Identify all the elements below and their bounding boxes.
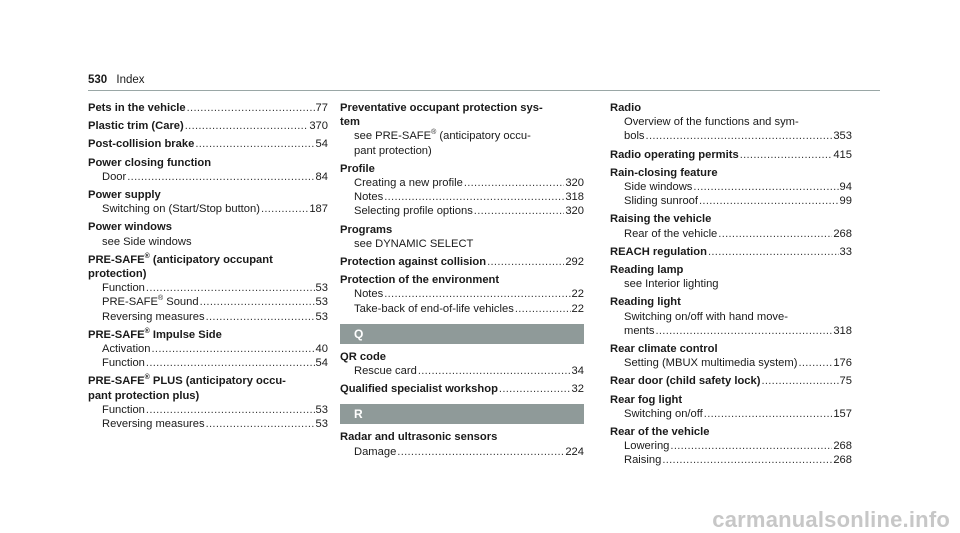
sub-entry — [88, 310, 328, 324]
sub-entry-label-row[interactable] — [624, 439, 852, 453]
page-ref[interactable]: 32 — [571, 383, 584, 396]
leader-dots — [646, 129, 833, 143]
leader-dots — [718, 227, 832, 241]
leader-dots — [152, 342, 315, 356]
sub-entry-label: Take-back of end-of-life vehicles — [354, 302, 514, 315]
sub-entry — [88, 342, 328, 356]
sub-entry-label-row[interactable] — [624, 356, 852, 370]
sub-entry — [610, 310, 852, 338]
sub-entry-label: Rear of the vehicle — [624, 227, 718, 240]
sub-entry-label-row[interactable] — [102, 342, 328, 356]
leader-dots — [418, 364, 571, 378]
watermark: carmanualsonline.info — [712, 507, 950, 532]
sub-entry-label: Switching on/off — [624, 407, 703, 420]
entry-title: REACH regulation — [610, 245, 707, 258]
page-ref[interactable]: 157 — [833, 407, 852, 420]
sub-entry-label: Setting (MBUX multimedia system) — [624, 357, 798, 370]
sub-entry-label-row[interactable] — [354, 287, 584, 301]
section-letter-q: Q — [340, 324, 584, 344]
page-header — [88, 74, 145, 86]
leader-dots — [740, 148, 833, 162]
page-ref[interactable]: 22 — [571, 288, 584, 301]
page-ref[interactable]: 415 — [833, 148, 852, 161]
sub-entry-text: see DYNAMIC SELECT — [354, 237, 474, 250]
sub-entry-label: Door — [102, 170, 127, 183]
entry-title: Protection against collision — [340, 256, 487, 269]
entry-heading: pant protection plus) — [88, 389, 200, 402]
section-letter-r: R — [340, 404, 584, 424]
sub-entry-label-row[interactable] — [102, 170, 328, 184]
sub-entry-label: Side windows — [624, 181, 693, 194]
page-section-title: Index — [116, 74, 145, 86]
sub-entry-label-row[interactable] — [102, 202, 328, 216]
page-ref[interactable]: 54 — [315, 138, 328, 151]
entry-title: Pets in the vehicle — [88, 102, 186, 114]
leader-dots — [195, 137, 314, 151]
leader-dots — [200, 295, 315, 309]
leader-dots — [704, 407, 833, 421]
sub-entry — [610, 115, 852, 143]
sub-entry — [340, 364, 584, 378]
index-entry — [340, 101, 584, 158]
leader-dots — [146, 356, 315, 370]
sub-entry-text: see Interior lighting — [624, 278, 719, 291]
index-entry — [340, 382, 584, 396]
sub-entry-label-row[interactable] — [102, 310, 328, 324]
sub-entry — [610, 439, 852, 453]
index-entry — [340, 162, 584, 219]
sub-entry — [610, 356, 852, 370]
entry-heading: Programs — [340, 223, 393, 236]
entry-title-row[interactable] — [88, 119, 328, 133]
leader-dots — [655, 324, 832, 338]
entry-heading: PRE-SAFE® Impulse Side — [88, 327, 222, 341]
index-entry — [340, 255, 584, 269]
sub-entry-label-row[interactable] — [624, 227, 852, 241]
sub-entry-label-row[interactable] — [354, 364, 584, 378]
sub-entry — [340, 129, 584, 157]
page-ref[interactable]: 292 — [565, 256, 584, 269]
sub-entry — [88, 281, 328, 295]
sub-entry-label: Activation — [102, 343, 151, 356]
index-entry — [340, 273, 584, 316]
page-ref[interactable]: 75 — [839, 375, 852, 388]
sub-entry-label: PRE-SAFE® Sound — [102, 295, 199, 309]
entry-heading: tem — [340, 116, 360, 129]
entry-title: Radio operating permits — [610, 148, 739, 161]
leader-dots — [127, 170, 314, 184]
page-ref[interactable]: 94 — [839, 181, 852, 194]
entry-heading: Preventative occupant protection sys- — [340, 102, 543, 114]
sub-entry — [340, 445, 584, 459]
sub-entry-label-row[interactable] — [354, 176, 584, 190]
entry-title-row[interactable] — [88, 101, 328, 115]
entry-heading: Rear climate control — [610, 343, 718, 356]
index-entry — [610, 263, 852, 291]
page-ref[interactable]: 40 — [315, 343, 328, 356]
leader-dots — [670, 439, 832, 453]
entry-title-row[interactable] — [610, 374, 852, 388]
sub-entry-label: bols — [624, 130, 645, 143]
sub-entry-label-row[interactable] — [354, 445, 584, 459]
index-entry — [610, 374, 852, 388]
index-entry — [88, 119, 328, 133]
sub-entry-label: Selecting profile options — [354, 205, 473, 218]
index-column-2 — [340, 101, 584, 463]
leader-dots — [206, 310, 315, 324]
index-entry — [610, 425, 852, 468]
sub-entry-label-row[interactable] — [102, 295, 328, 309]
sub-entry-label: Damage — [354, 445, 397, 458]
sub-entry — [88, 235, 328, 249]
entry-heading: Radio — [610, 102, 642, 114]
sub-entry — [88, 295, 328, 309]
index-entry — [88, 328, 328, 371]
leader-dots — [384, 287, 570, 301]
index-entry — [610, 148, 852, 162]
page-ref[interactable]: 268 — [833, 440, 852, 453]
sub-entry — [88, 170, 328, 184]
page-ref[interactable]: 84 — [315, 170, 328, 183]
page-ref[interactable]: 224 — [565, 445, 584, 458]
sub-entry-text: see PRE-SAFE® (anticipatory occu- — [354, 129, 531, 143]
leader-dots — [708, 245, 839, 259]
entry-heading: Reading lamp — [610, 264, 684, 277]
page-ref[interactable]: 53 — [315, 310, 328, 323]
sub-entry-label: Reversing measures — [102, 418, 205, 431]
entry-title-row[interactable] — [88, 137, 328, 151]
page-number: 530 — [88, 74, 108, 86]
sub-entry-text: see Side windows — [102, 235, 192, 248]
sub-entry-label: Function — [102, 357, 145, 370]
entry-heading: Rear of the vehicle — [610, 426, 710, 439]
sub-entry — [88, 202, 328, 216]
sub-entry-label-row[interactable] — [624, 324, 852, 338]
sub-entry-label: Creating a new profile — [354, 177, 463, 190]
entry-heading: Rain-closing feature — [610, 166, 718, 179]
sub-entry — [610, 453, 852, 467]
entry-heading: Power closing function — [88, 156, 212, 169]
leader-dots — [515, 302, 571, 316]
leader-dots — [662, 453, 832, 467]
sub-entry-label: Function — [102, 403, 145, 416]
page-ref[interactable]: 268 — [833, 454, 852, 467]
entry-title-row[interactable] — [610, 245, 852, 259]
index-entry — [88, 253, 328, 324]
entry-heading: Power supply — [88, 189, 161, 202]
sub-entry — [340, 287, 584, 301]
sub-entry-label: Reversing measures — [102, 310, 205, 323]
entry-heading: Radar and ultrasonic sensors — [340, 431, 498, 444]
entry-heading: Raising the vehicle — [610, 213, 712, 226]
page-ref[interactable]: 53 — [315, 296, 328, 309]
sub-entry-text: pant protection) — [354, 144, 432, 157]
sub-entry-label: Lowering — [624, 440, 670, 453]
entry-title-row[interactable] — [340, 382, 584, 396]
leader-dots — [185, 119, 309, 133]
sub-entry — [340, 237, 584, 251]
sub-entry — [88, 356, 328, 370]
page-ref[interactable]: 53 — [315, 418, 328, 431]
page-ref[interactable]: 187 — [309, 203, 328, 216]
page-ref[interactable]: 34 — [571, 365, 584, 378]
header-divider — [88, 90, 880, 91]
index-entry — [340, 350, 584, 378]
sub-entry-label-row[interactable] — [624, 180, 852, 194]
sub-entry — [340, 302, 584, 316]
entry-heading: Power windows — [88, 221, 172, 234]
index-entry — [610, 212, 852, 240]
leader-dots — [474, 204, 565, 218]
entry-heading: protection) — [88, 268, 147, 281]
index-entry — [88, 220, 328, 248]
sub-entry — [610, 227, 852, 241]
page-ref[interactable]: 353 — [833, 130, 852, 143]
sub-entry — [610, 194, 852, 208]
entry-heading: PRE-SAFE® PLUS (anticipatory occu- — [88, 374, 286, 388]
index-entry — [610, 295, 852, 338]
sub-entry — [610, 407, 852, 421]
sub-entry — [340, 176, 584, 190]
page-ref[interactable]: 53 — [315, 403, 328, 416]
sub-entry-label: Rescue card — [354, 365, 417, 378]
page-ref[interactable]: 318 — [565, 191, 584, 204]
index-entry — [88, 156, 328, 184]
index-entry — [610, 245, 852, 259]
sub-entry-label-row[interactable] — [102, 403, 328, 417]
sub-entry-label-row[interactable] — [354, 204, 584, 218]
leader-dots — [384, 190, 564, 204]
entry-heading: QR code — [340, 350, 387, 363]
page-ref[interactable]: 320 — [565, 205, 584, 218]
leader-dots — [761, 374, 838, 388]
sub-entry-label-row[interactable] — [354, 190, 584, 204]
page-ref[interactable]: 176 — [833, 357, 852, 370]
entry-title: Qualified specialist workshop — [340, 383, 498, 396]
sub-entry-label: Sliding sunroof — [624, 195, 699, 208]
index-entry — [610, 101, 852, 144]
entry-heading: PRE-SAFE® (anticipatory occupant — [88, 252, 273, 266]
index-entry — [610, 166, 852, 209]
entry-title: Rear door (child safety lock) — [610, 375, 761, 388]
sub-entry-label-row[interactable] — [624, 453, 852, 467]
leader-dots — [693, 180, 838, 194]
page-ref[interactable]: 318 — [833, 324, 852, 337]
page-ref[interactable]: 22 — [571, 302, 584, 315]
sub-entry-label-row[interactable] — [102, 281, 328, 295]
page-ref[interactable]: 268 — [833, 227, 852, 240]
sub-entry-label: Switching on (Start/Stop button) — [102, 203, 260, 216]
index-entry — [610, 393, 852, 421]
sub-entry-text: Switching on/off with hand move- — [624, 310, 788, 323]
sub-entry — [610, 180, 852, 194]
index-column-1 — [88, 101, 328, 435]
leader-dots — [699, 194, 839, 208]
leader-dots — [146, 281, 315, 295]
index-entry — [88, 188, 328, 216]
page-ref[interactable]: 320 — [565, 177, 584, 190]
page-ref[interactable]: 370 — [309, 120, 328, 133]
sub-entry — [88, 417, 328, 431]
index-entry — [88, 101, 328, 115]
sub-entry-text: Overview of the functions and sym- — [624, 116, 799, 129]
entry-heading: Reading light — [610, 296, 681, 309]
index-entry — [88, 137, 328, 151]
sub-entry-label-row[interactable] — [102, 417, 328, 431]
leader-dots — [397, 445, 564, 459]
sub-entry-label-row[interactable] — [624, 194, 852, 208]
sub-entry-label-row[interactable] — [354, 302, 584, 316]
index-entry — [610, 342, 852, 370]
sub-entry-label-row[interactable] — [102, 356, 328, 370]
sub-entry-label-row[interactable] — [624, 407, 852, 421]
entry-title-row[interactable] — [610, 148, 852, 162]
sub-entry — [88, 403, 328, 417]
sub-entry — [610, 277, 852, 291]
sub-entry-label-row[interactable] — [624, 129, 852, 143]
sub-entry — [340, 204, 584, 218]
entry-title: Plastic trim (Care) — [88, 120, 184, 133]
entry-heading: Protection of the environment — [340, 274, 500, 287]
leader-dots — [187, 101, 315, 115]
page-ref[interactable]: 77 — [315, 102, 328, 114]
sub-entry-label: Notes — [354, 191, 384, 204]
entry-heading: Profile — [340, 162, 375, 175]
entry-heading: Rear fog light — [610, 393, 683, 406]
index-entry — [340, 430, 584, 458]
leader-dots — [487, 255, 564, 269]
index-column-3 — [610, 101, 852, 472]
sub-entry-label: ments — [624, 324, 655, 337]
sub-entry-label: Raising — [624, 454, 662, 467]
sub-entry — [340, 190, 584, 204]
page-ref[interactable]: 54 — [315, 357, 328, 370]
index-entry — [88, 374, 328, 431]
page-ref[interactable]: 99 — [839, 195, 852, 208]
leader-dots — [146, 403, 315, 417]
leader-dots — [206, 417, 315, 431]
page-ref[interactable]: 33 — [839, 245, 852, 258]
sub-entry-label: Notes — [354, 288, 384, 301]
page-ref[interactable]: 53 — [315, 282, 328, 295]
sub-entry-label: Function — [102, 282, 145, 295]
leader-dots — [261, 202, 308, 216]
entry-title: Post-collision brake — [88, 138, 195, 151]
leader-dots — [464, 176, 565, 190]
index-entry — [340, 223, 584, 251]
entry-title-row[interactable] — [340, 255, 584, 269]
leader-dots — [499, 382, 571, 396]
leader-dots — [798, 356, 832, 370]
